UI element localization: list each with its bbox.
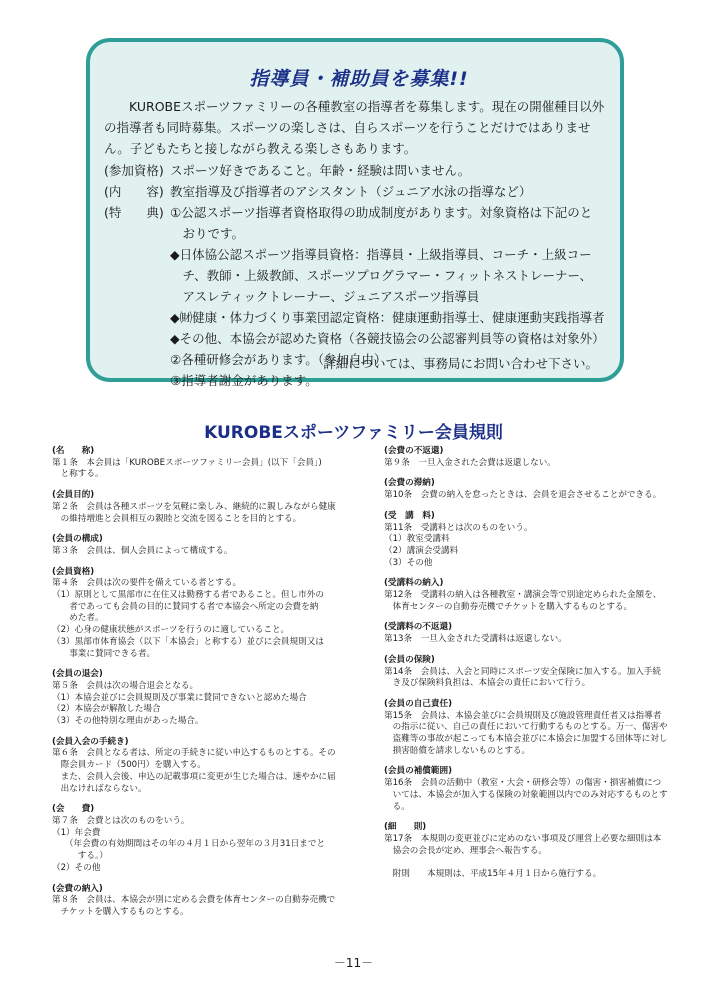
rule-line: 事業に賛同できる者。 (52, 648, 156, 659)
rule-heading: (受講料の不返還) (384, 622, 453, 633)
content-text: 教室指導及び指導者のアシスタント（ジュニア水泳の指導など） (170, 184, 532, 199)
rule-heading: (会員資格) (52, 566, 95, 577)
rule-section (384, 766, 666, 813)
rule-heading: (会員の補償範囲) (384, 766, 453, 777)
rule-heading: (会員の自己責任) (384, 698, 453, 709)
rule-line: また、会員入会後、申込の記載事項に変更が生じた場合は、速やかに届 (52, 771, 336, 782)
qualification-row (104, 160, 470, 181)
benefit-line: ②各種研修会があります。（参加自由） (170, 352, 387, 367)
rule-line (384, 857, 666, 869)
rule-section (384, 622, 666, 645)
rule-section (52, 804, 340, 874)
benefit-line: ◆日体協公認スポーツ指導員資格：指導員・上級指導員、コーチ・上級コー (170, 247, 592, 262)
rule-line: 第９条 一旦入金された会費は返還しない。 (384, 457, 556, 468)
rules-right-column (384, 446, 666, 890)
rule-line: 協会の会長が定め、理事会へ報告する。 (384, 845, 547, 856)
rule-line: の維持増進と会員相互の親睦と交流を図ることを目的とする。 (52, 513, 302, 524)
benefit-line: ③指導者謝金があります。 (170, 373, 318, 388)
rule-heading: (名 称) (52, 446, 95, 456)
rule-line: 第11条 受講料とは次のものをいう。 (384, 522, 533, 533)
benefit-line: おりです。 (170, 226, 245, 241)
qualification-text: スポーツ好きであること。年齢・経験は問いません。 (170, 163, 471, 178)
rule-line: （3）その他 (384, 557, 433, 568)
rule-line: 際会員カード（500円）を購入する。 (52, 760, 206, 771)
rule-line: 附則 本規則は、平成15年４月１日から施行する。 (384, 869, 602, 880)
rule-line: 第５条 会員は次の場合退会となる。 (52, 680, 199, 691)
rule-section (384, 511, 666, 570)
rule-heading: (受 講 料) (384, 510, 435, 521)
rule-line: する。） (52, 851, 108, 862)
rule-line: 第16条 会員の活動中（教室・大会・研修会等）の傷害・損害補償につ (384, 778, 662, 789)
rule-heading: (会員入会の手続き) (52, 736, 129, 747)
rule-line: 第４条 会員は次の要件を備えている者とする。 (52, 578, 242, 589)
rule-heading: (会費の滞納) (384, 478, 435, 489)
benefit-line: ◆㈶健康・体力づくり事業団認定資格：健康運動指導士、健康運動実践指導者 (170, 310, 605, 325)
rule-line: 第２条 会員は各種スポーツを気軽に楽しみ、継続的に親しみながら健康 (52, 501, 336, 512)
rule-heading: (会員目的) (52, 490, 95, 501)
rule-heading: (細 則) (384, 822, 427, 833)
rule-section (384, 822, 666, 881)
rule-heading: (会員の保険) (384, 654, 435, 665)
rule-section (384, 478, 666, 501)
rule-section (52, 669, 340, 728)
rule-line: 第１条 本会員は「KUROBEスポーツファミリー会員」(以下「会員」) (52, 457, 322, 468)
rule-line: （年会費の有効期間はその年の４月１日から翌年の３月31日までと (52, 839, 326, 850)
rule-line: る。 (384, 801, 410, 812)
rule-line: 第３条 会員は、個人会員によって構成する。 (52, 545, 233, 556)
benefit-line: ◆その他、本協会が認めた資格（各競技協会の公認審判員等の資格は対象外） (170, 331, 605, 346)
rule-line: 第８条 会員は、本協会が別に定める会費を体育センターの自動券売機で (52, 895, 336, 906)
rule-line: 第17条 本規則の変更並びに定めのない事項及び運営上必要な細則は本 (384, 833, 662, 844)
benefit-line: ①公認スポーツ指導者資格取得の助成制度があります。対象資格は下記のと (170, 205, 593, 220)
rule-line: 第13条 一旦入金された受講料は返還しない。 (384, 634, 567, 645)
content-row (104, 181, 531, 202)
benefit-label: (特 典) (104, 205, 164, 220)
rule-line: 第14条 会員は、入会と同時にスポーツ安全保険に加入する。加入手続 (384, 666, 661, 677)
rule-line: いては、本協会が加入する保険の対象範囲以内でのみ対応するものとす (384, 789, 668, 800)
rule-line: （1）年会費 (52, 827, 101, 838)
rule-section (52, 884, 340, 919)
benefit-label-row (104, 202, 170, 223)
rule-line: （3）その他特別な理由があった場合。 (52, 716, 204, 727)
content-label: (内 容) (104, 184, 164, 199)
rule-section (384, 578, 666, 613)
rule-line: （2）心身の健康状態がスポーツを行うのに適していること。 (52, 625, 290, 636)
rule-line: 体育センターの自動券売機でチケットを購入するものとする。 (384, 601, 633, 612)
rule-section (52, 534, 340, 557)
rule-section (52, 446, 340, 481)
rule-section (384, 655, 666, 690)
rule-line: 第10条 会費の納入を怠ったときは、会員を退会させることができる。 (384, 490, 662, 501)
rule-line: チケットを購入するものとする。 (52, 906, 189, 917)
rule-section (384, 446, 666, 469)
rule-line: （3）黒部市体育協会（以下「本協会」と称する）並びに会員規則又は (52, 636, 324, 647)
rule-heading: (会員の退会) (52, 669, 103, 680)
page-number: －11－ (333, 956, 374, 970)
rule-line: （2）その他 (52, 862, 101, 873)
benefit-line: チ、教師・上級教師、スポーツプログラマー・フィットネストレーナー、 (170, 268, 593, 283)
qualification-label: (参加資格) (104, 163, 164, 178)
recruitment-box (86, 38, 624, 388)
rules-title: KUROBEスポーツファミリー会員規則 (204, 423, 503, 443)
rule-line: 損害賠償を請求しないものとする。 (384, 745, 531, 756)
rule-line: （2）本協会が解散した場合 (52, 704, 161, 715)
rule-line: 第７条 会費とは次のものをいう。 (52, 815, 190, 826)
recruitment-footer: 詳細については、事務局にお問い合わせ下さい。 (323, 356, 598, 371)
rule-heading: (受講料の納入) (384, 578, 444, 589)
rule-line: （1）教室受講料 (384, 534, 450, 545)
rule-heading: (会費の不返還) (384, 446, 444, 456)
rule-line: めた者。 (52, 613, 104, 624)
rule-section (52, 567, 340, 661)
recruitment-title: 指導員・補助員を募集!! (249, 68, 469, 90)
rule-line: き及び保険料負担は、本協会の責任において行う。 (384, 678, 591, 689)
rule-heading: (会 費) (52, 804, 95, 815)
rule-line: と称する。 (52, 469, 104, 480)
rule-line: （1）原則として黒部市に在住又は勤務する者であること。但し市外の (52, 590, 324, 601)
rule-line: （1）本協会並びに会員規則及び事業に賛同できないと認めた場合 (52, 692, 307, 703)
rule-line: 者であっても会員の目的に賛同する者で本協会へ所定の会費を納 (52, 601, 319, 612)
rule-line: 第６条 会員となる者は、所定の手続きに従い申込するものとする。その (52, 748, 336, 759)
rules-left-column (52, 446, 340, 928)
rule-line: 出なければならない。 (52, 783, 147, 794)
rule-section (52, 737, 340, 796)
rule-heading: (会員の構成) (52, 534, 103, 545)
rule-line: 盗難等の事故が起こっても本協会並びに本協会に加盟する団体等に対し (384, 734, 668, 745)
rule-section (384, 699, 666, 758)
recruitment-intro: KUROBEスポーツファミリーの各種教室の指導者を募集します。現在の開催種目以外の指導者も同時募集。スポーツの楽しさは、自らスポーツを行うことだけではありません。子どもたちと接しながら教える楽しさもあります。 (104, 99, 605, 156)
rule-section (52, 490, 340, 525)
rule-line: 第15条 会員は、本協会並びに会員規則及び施設管理責任者又は指導者 (384, 710, 662, 721)
rule-heading: (会費の納入) (52, 883, 103, 894)
rule-line: の指示に従い、自己の責任において行動するものとする。万一、傷害や (384, 722, 668, 733)
benefit-line: アスレティックトレーナー、ジュニアスポーツ指導員 (170, 289, 480, 304)
rule-line: 第12条 受講料の納入は各種教室・講演会等で別途定められた金額を、 (384, 590, 662, 601)
rule-line: （2）講演会受講料 (384, 545, 459, 556)
